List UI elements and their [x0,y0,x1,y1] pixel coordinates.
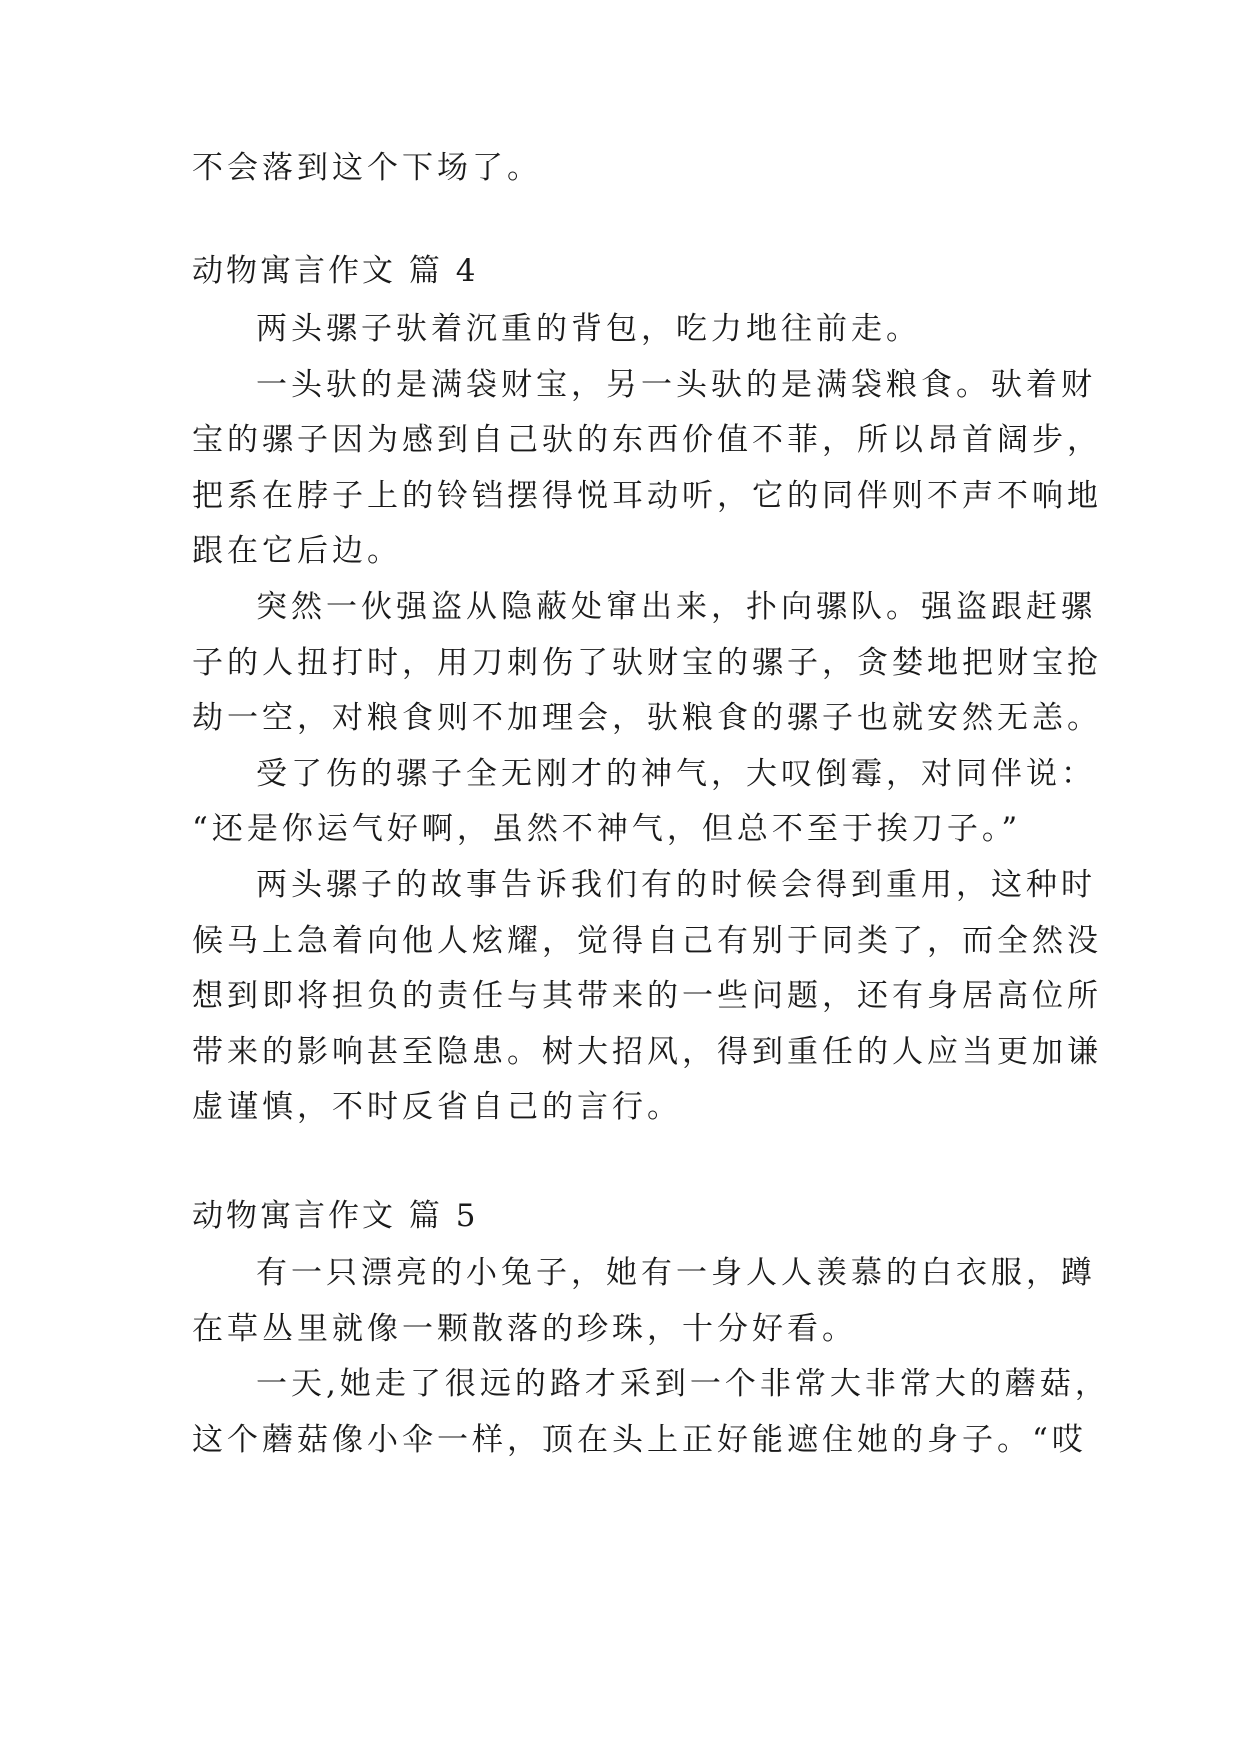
paragraph-line: 候马上急着向他人炫耀，觉得自己有别于同类了，而全然没 [192,923,1102,959]
paragraph-line: 宝的骡子因为感到自己驮的东西价值不菲，所以昂首阔步， [192,422,1102,458]
paragraph-line: 子的人扭打时，用刀刺伤了驮财宝的骡子，贪婪地把财宝抢 [192,645,1102,681]
paragraph-line: 突然一伙强盗从隐蔽处窜出来，扑向骡队。强盗跟赶骡 [256,589,1096,625]
paragraph-line: 跟在它后边。 [192,533,402,569]
paragraph-line: 两头骡子驮着沉重的背包，吃力地往前走。 [256,311,921,347]
paragraph-line: 两头骡子的故事告诉我们有的时候会得到重用，这种时 [256,867,1096,903]
section-heading: 动物寓言作文 篇 4 [192,253,479,289]
paragraph-line: 把系在脖子上的铃铛摆得悦耳动听，它的同伴则不声不响地 [192,478,1102,514]
paragraph-line: 受了伤的骡子全无刚才的神气，大叹倒霉，对同伴说： [256,756,1096,792]
paragraph-line: 带来的影响甚至隐患。树大招风，得到重任的人应当更加谦 [192,1034,1102,1070]
paragraph-line: 劫一空，对粮食则不加理会，驮粮食的骡子也就安然无恙。 [192,700,1102,736]
paragraph-line: 一头驮的是满袋财宝，另一头驮的是满袋粮食。驮着财 [256,367,1096,403]
paragraph-line: 虚谨慎，不时反省自己的言行。 [192,1089,682,1125]
paragraph-line: 在草丛里就像一颗散落的珍珠，十分好看。 [192,1311,857,1347]
paragraph-line: “还是你运气好啊，虽然不神气，但总不至于挨刀子。” [192,811,1022,847]
paragraph-line: 想到即将担负的责任与其带来的一些问题，还有身居高位所 [192,978,1102,1014]
paragraph-line: 有一只漂亮的小兔子，她有一身人人羡慕的白衣服，蹲 [256,1255,1096,1291]
text-line: 不会落到这个下场了。 [192,150,542,186]
paragraph-line: 一天,她走了很远的路才采到一个非常大非常大的蘑菇， [256,1366,1110,1402]
section-heading: 动物寓言作文 篇 5 [192,1198,479,1234]
paragraph-line: 这个蘑菇像小伞一样，顶在头上正好能遮住她的身子。“哎 [192,1422,1087,1458]
